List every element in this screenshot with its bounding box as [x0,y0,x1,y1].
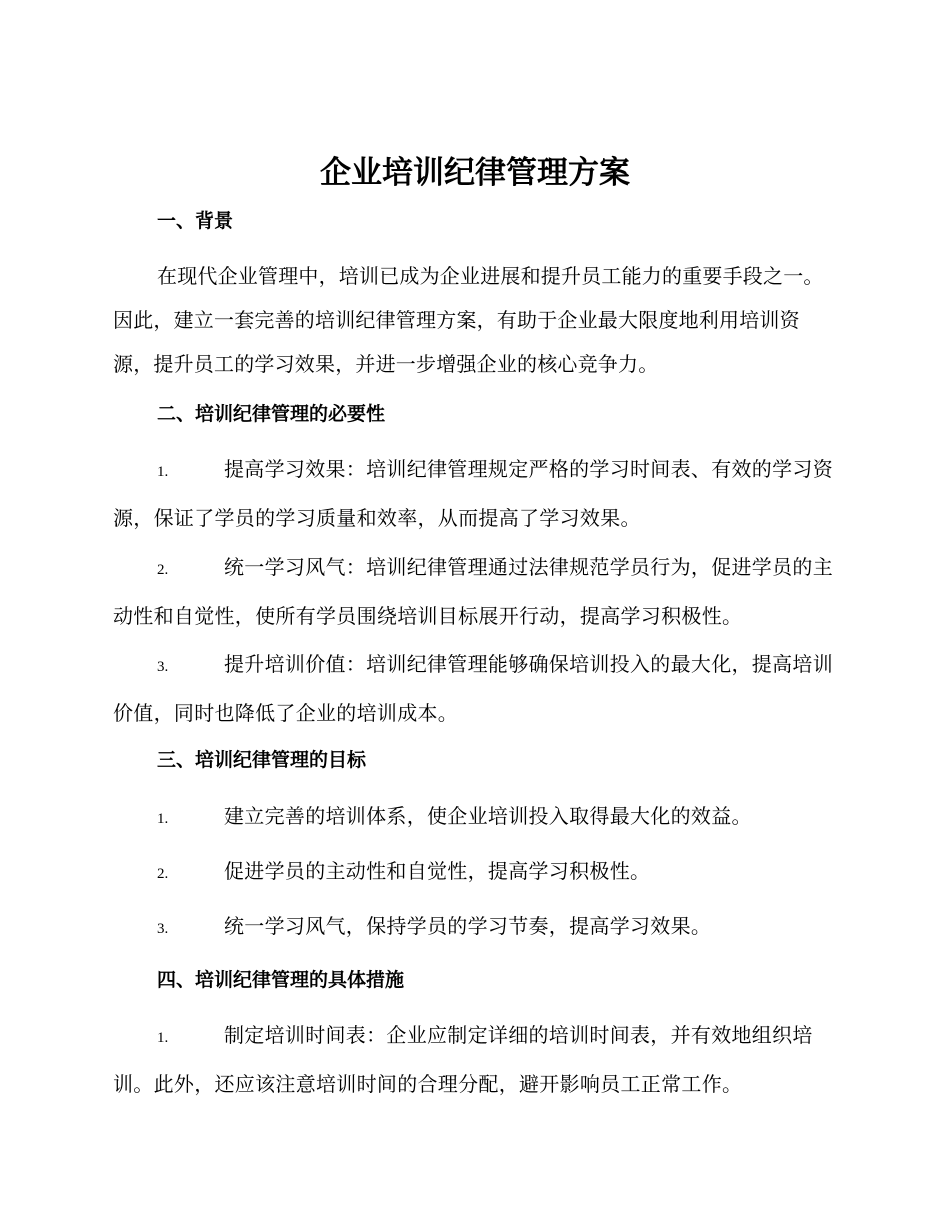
list-text: 提高学习效果：培训纪律管理规定严格的学习时间表、有效的学习资源，保证了学员的学习质量和效率，从而提高了学习效果。 [113,457,833,530]
list-item [113,544,833,639]
list-number: 2. [157,866,169,882]
list-item [113,641,833,736]
list-text: 建立完善的培训体系，使企业培训投入取得最大化的效益。 [224,804,752,828]
list-text: 制定培训时间表：企业应制定详细的培训时间表，并有效地组织培训。此外，还应该注意培训时间的合理分配，避开影响员工正常工作。 [113,1023,813,1096]
list-number: 3. [157,921,169,937]
background-paragraph: 在现代企业管理中，培训已成为企业进展和提升员工能力的重要手段之一。因此，建立一套完善的培训纪律管理方案，有助于企业最大限度地利用培训资源，提升员工的学习效果，并进一步增强企业的核心竞争力。 [113,264,824,376]
list-number: 2. [157,562,169,578]
list-item [113,446,833,541]
list-item [113,793,833,842]
list-item [113,848,833,897]
list-number: 1. [157,464,169,480]
list-number: 1. [157,811,169,827]
page-title: 企业培训纪律管理方案 [320,155,630,191]
list-text: 促进学员的主动性和自觉性，提高学习积极性。 [224,859,651,883]
section-heading-goals: 三、培训纪律管理的目标 [157,749,367,771]
list-text: 提升培训价值：培训纪律管理能够确保培训投入的最大化，提高培训价值，同时也降低了企业的培训成本。 [113,652,833,725]
list-number: 3. [157,659,169,675]
section-heading-measures: 四、培训纪律管理的具体措施 [157,969,405,991]
section-heading-necessity: 二、培训纪律管理的必要性 [157,403,386,425]
list-item [113,1012,833,1107]
list-text: 统一学习风气：培训纪律管理通过法律规范学员行为，促进学员的主动性和自觉性，使所有学员围绕培训目标展开行动，提高学习积极性。 [113,555,833,628]
list-number: 1. [157,1030,169,1046]
list-item [113,903,833,952]
list-text: 统一学习风气，保持学员的学习节奏，提高学习效果。 [224,914,712,938]
section-heading-background: 一、背景 [157,210,234,232]
